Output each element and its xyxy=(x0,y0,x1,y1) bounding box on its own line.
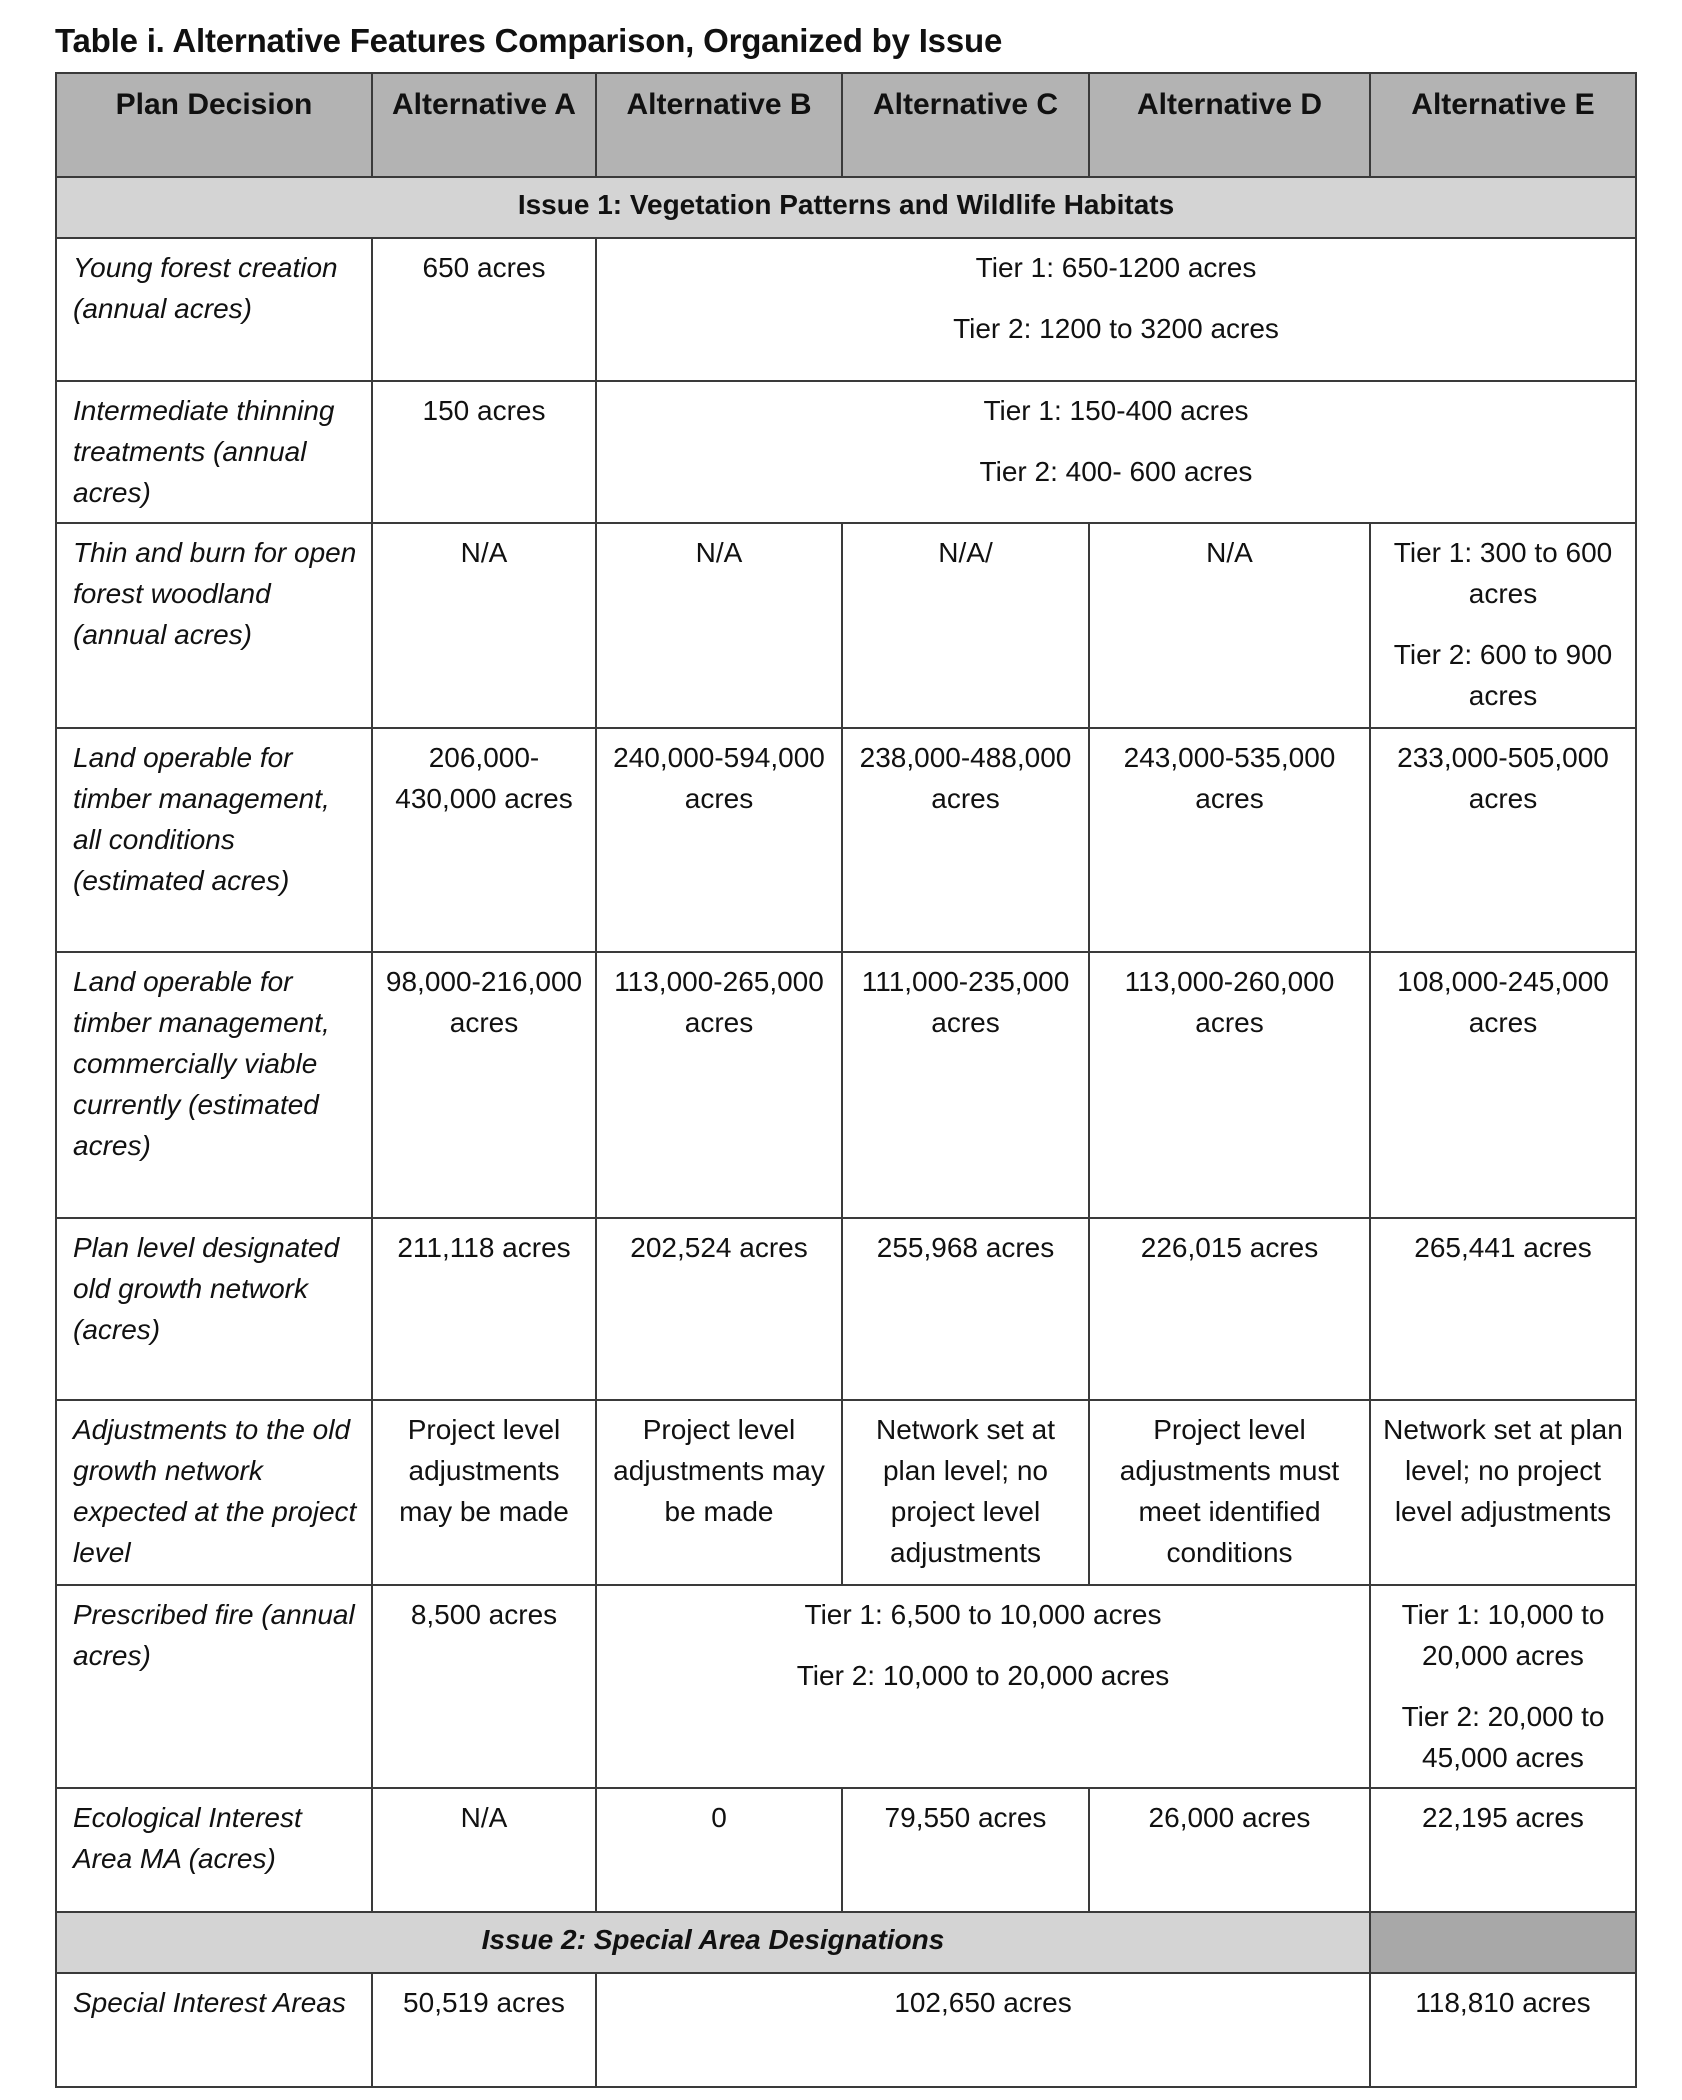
cell-alt-e xyxy=(1370,1585,1636,1788)
cell-alt-a: 150 acres xyxy=(372,381,596,523)
tier-1-text: Tier 1: 300 to 600 acres xyxy=(1393,537,1613,609)
cell-alt-b: N/A xyxy=(596,523,842,728)
cell-alt-b-e xyxy=(596,238,1636,381)
tier-1-text: Tier 1: 10,000 to 20,000 acres xyxy=(1401,1599,1605,1671)
cell-alt-b-d: 102,650 acres xyxy=(596,1973,1370,2087)
table-row-special-interest xyxy=(56,1973,1636,2087)
cell-alt-c: 79,550 acres xyxy=(842,1788,1089,1912)
tier-2-text: Tier 2: 400- 600 acres xyxy=(979,456,1253,487)
header-alternative-a: Alternative A xyxy=(372,73,596,177)
cell-alt-c: Network set at plan level; no project level adjustments xyxy=(842,1400,1089,1585)
tier-2-text: Tier 2: 600 to 900 acres xyxy=(1393,639,1613,711)
cell-alt-a: 8,500 acres xyxy=(372,1585,596,1788)
row-label: Special Interest Areas xyxy=(56,1973,372,2087)
table-row-young-forest xyxy=(56,238,1636,381)
row-label: Intermediate thinning treatments (annual acres) xyxy=(56,381,372,523)
table-row-ecological-interest xyxy=(56,1788,1636,1912)
cell-alt-a: N/A xyxy=(372,1788,596,1912)
header-alternative-b: Alternative B xyxy=(596,73,842,177)
tier-2-text: Tier 2: 1200 to 3200 acres xyxy=(953,313,1279,344)
cell-alt-d: 243,000-535,000 acres xyxy=(1089,728,1370,952)
cell-alt-b: 0 xyxy=(596,1788,842,1912)
row-label: Land operable for timber management, commercially viable currently (estimated acres) xyxy=(56,952,372,1218)
cell-alt-e: 233,000-505,000 acres xyxy=(1370,728,1636,952)
cell-alt-a: N/A xyxy=(372,523,596,728)
row-label: Land operable for timber management, all conditions (estimated acres) xyxy=(56,728,372,952)
cell-alt-e: Network set at plan level; no project level adjustments xyxy=(1370,1400,1636,1585)
table-row-land-operable-all xyxy=(56,728,1636,952)
cell-alt-b: 202,524 acres xyxy=(596,1218,842,1400)
cell-alt-e: 118,810 acres xyxy=(1370,1973,1636,2087)
header-alternative-e: Alternative E xyxy=(1370,73,1636,177)
issue-1-label: Issue 1: Vegetation Patterns and Wildlife Habitats xyxy=(56,177,1636,238)
cell-alt-d: Project level adjustments must meet identified conditions xyxy=(1089,1400,1370,1585)
cell-alt-b: 113,000-265,000 acres xyxy=(596,952,842,1218)
table-row-thin-and-burn xyxy=(56,523,1636,728)
cell-alt-a: 650 acres xyxy=(372,238,596,381)
cell-alt-a: 206,000-430,000 acres xyxy=(372,728,596,952)
tier-2-text: Tier 2: 10,000 to 20,000 acres xyxy=(796,1660,1170,1691)
cell-alt-a: 98,000-216,000 acres xyxy=(372,952,596,1218)
issue-2-label: Issue 2: Special Area Designations xyxy=(56,1912,1370,1973)
cell-alt-c: N/A/ xyxy=(842,523,1089,728)
cell-alt-e: 265,441 acres xyxy=(1370,1218,1636,1400)
cell-alt-a: 50,519 acres xyxy=(372,1973,596,2087)
cell-alt-b: Project level adjustments may be made xyxy=(596,1400,842,1585)
cell-alt-e: 108,000-245,000 acres xyxy=(1370,952,1636,1218)
row-label: Ecological Interest Area MA (acres) xyxy=(56,1788,372,1912)
table-row-land-operable-commercial xyxy=(56,952,1636,1218)
cell-alt-a: Project level adjustments may be made xyxy=(372,1400,596,1585)
tier-1-text: Tier 1: 6,500 to 10,000 acres xyxy=(804,1599,1162,1630)
row-label: Thin and burn for open forest woodland (annual acres) xyxy=(56,523,372,728)
row-label: Prescribed fire (annual acres) xyxy=(56,1585,372,1788)
row-label: Plan level designated old growth network (acres) xyxy=(56,1218,372,1400)
cell-alt-b-d xyxy=(596,1585,1370,1788)
cell-alt-b-e xyxy=(596,381,1636,523)
cell-alt-e xyxy=(1370,523,1636,728)
table-row-old-growth-adjustments xyxy=(56,1400,1636,1585)
table-row-intermediate-thinning xyxy=(56,381,1636,523)
cell-alt-d: 26,000 acres xyxy=(1089,1788,1370,1912)
tier-1-text: Tier 1: 150-400 acres xyxy=(983,395,1249,426)
row-label: Young forest creation (annual acres) xyxy=(56,238,372,381)
cell-alt-a: 211,118 acres xyxy=(372,1218,596,1400)
cell-alt-b: 240,000-594,000 acres xyxy=(596,728,842,952)
table-row-old-growth-network xyxy=(56,1218,1636,1400)
issue-2-blank-cell xyxy=(1370,1912,1636,1973)
comparison-table xyxy=(55,72,1635,2086)
header-alternative-d: Alternative D xyxy=(1089,73,1370,177)
cell-alt-e: 22,195 acres xyxy=(1370,1788,1636,1912)
table-row-prescribed-fire xyxy=(56,1585,1636,1788)
cell-alt-d: 113,000-260,000 acres xyxy=(1089,952,1370,1218)
cell-alt-c: 238,000-488,000 acres xyxy=(842,728,1089,952)
cell-alt-d: 226,015 acres xyxy=(1089,1218,1370,1400)
row-label: Adjustments to the old growth network expected at the project level xyxy=(56,1400,372,1585)
cell-alt-d: N/A xyxy=(1089,523,1370,728)
issue-1-row xyxy=(56,177,1636,238)
header-alternative-c: Alternative C xyxy=(842,73,1089,177)
header-row xyxy=(56,73,1636,177)
tier-1-text: Tier 1: 650-1200 acres xyxy=(975,252,1257,283)
page-title: Table i. Alternative Features Comparison, Organized by Issue xyxy=(55,22,1003,59)
cell-alt-c: 255,968 acres xyxy=(842,1218,1089,1400)
header-plan-decision: Plan Decision xyxy=(56,73,372,177)
tier-2-text: Tier 2: 20,000 to 45,000 acres xyxy=(1401,1701,1605,1773)
cell-alt-c: 111,000-235,000 acres xyxy=(842,952,1089,1218)
issue-2-row xyxy=(56,1912,1636,1973)
